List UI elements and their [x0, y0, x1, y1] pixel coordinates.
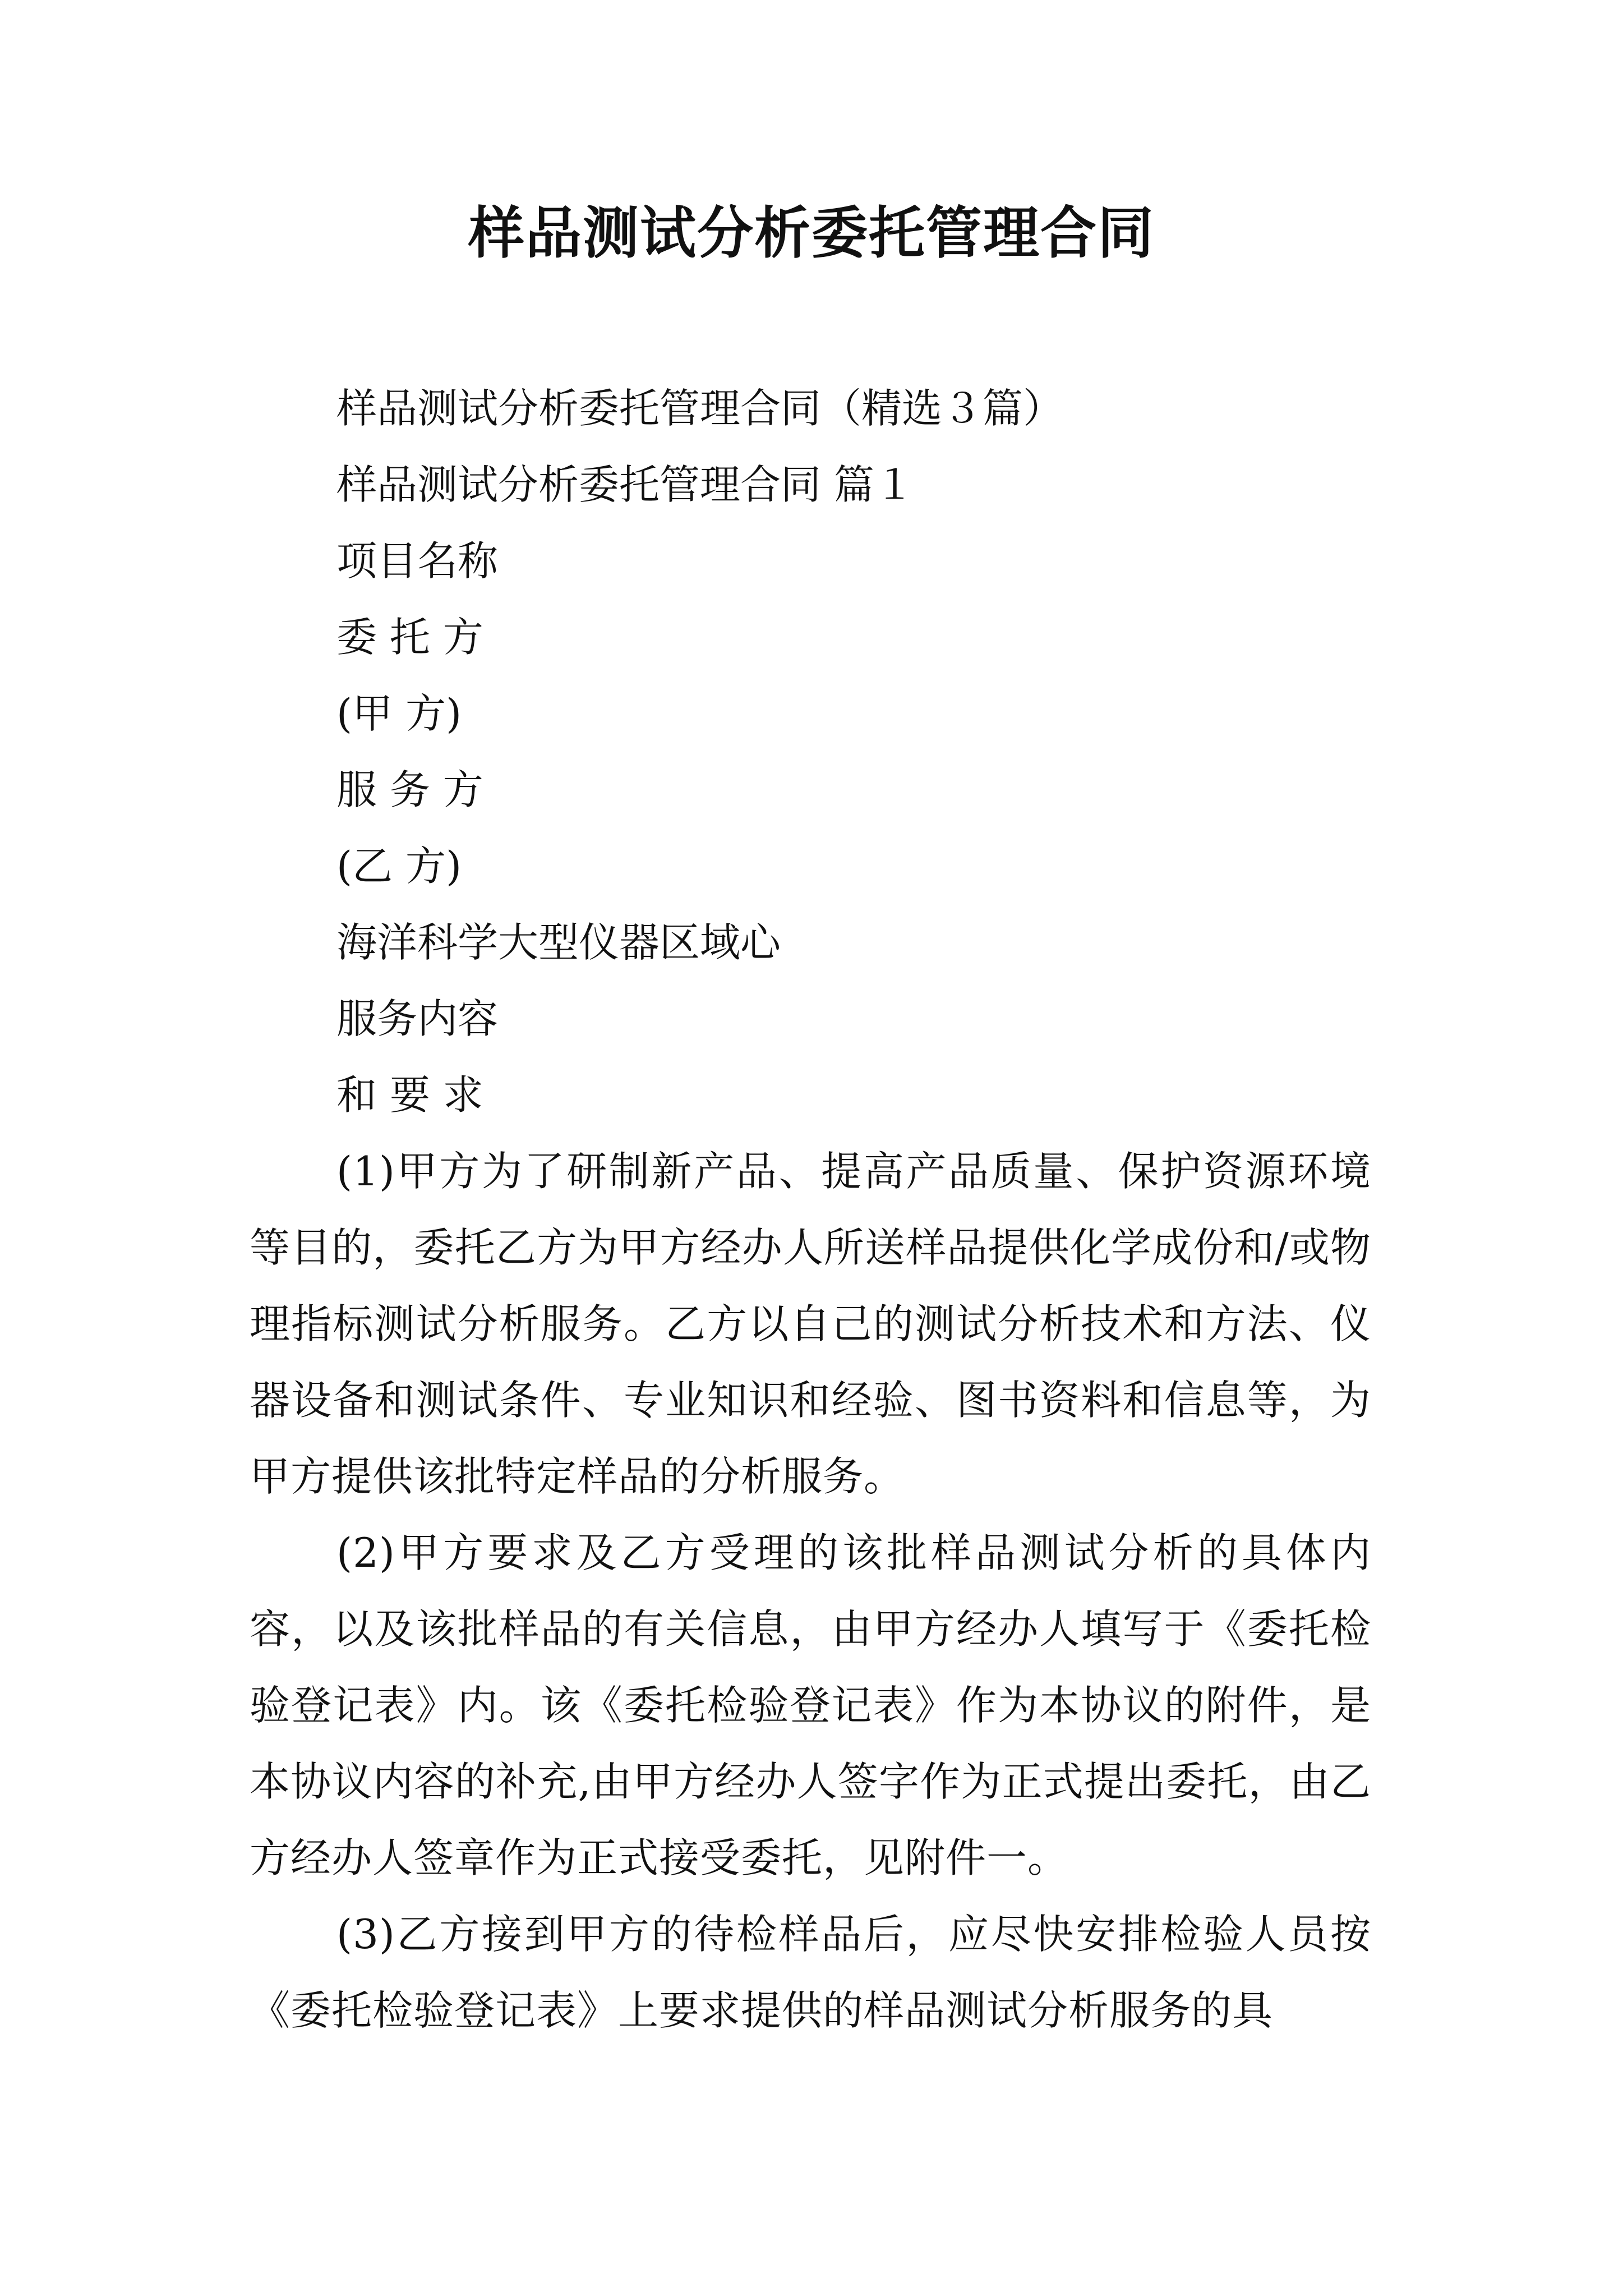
field-label-client: 委 托 方 [336, 614, 483, 661]
document-body [250, 370, 1371, 2049]
field-label-party-a: (甲 方) [336, 690, 462, 737]
paragraph-1: (1)甲方为了研制新产品、提高产品质量、保护资源环境等目的，委托乙方为甲方经办人所送样品提供化学成份和/或物理指标测试分析服务。乙方以自己的测试分析技术和方法、仪器设备和测试条件、专业知识和经验、图书资料和信息等，为甲方提供该批特定样品的分析服务。 [250, 1148, 1371, 1500]
field-label-service-provider: 服 务 方 [336, 766, 483, 813]
subtitle-line: 样品测试分析委托管理合同（精选３篇） [336, 385, 1064, 432]
field-label-party-b: (乙 方) [336, 843, 462, 890]
field-value-provider-name: 海洋科学大型仪器区域心 [336, 919, 781, 966]
field-label-project-name: 项目名称 [336, 537, 499, 585]
field-label-requirements: 和 要 求 [336, 1071, 483, 1119]
paragraph-3: (3)乙方接到甲方的待检样品后，应尽快安排检验人员按《委托检验登记表》上要求提供的样品测试分析服务的具 [250, 1911, 1371, 2034]
document-title: 样品测试分析委托管理合同 [468, 200, 1155, 266]
paragraph-2: (2)甲方要求及乙方受理的该批样品测试分析的具体内容，以及该批样品的有关信息，由甲方经办人填写于《委托检验登记表》内。该《委托检验登记表》作为本协议的附件，是本协议内容的补充,由甲方经办人签字作为正式提出委托，由乙方经办人签章作为正式接受委托，见附件一。 [250, 1529, 1371, 1881]
section-heading: 样品测试分析委托管理合同 篇１ [336, 461, 915, 508]
field-label-service-content: 服务内容 [336, 995, 499, 1042]
